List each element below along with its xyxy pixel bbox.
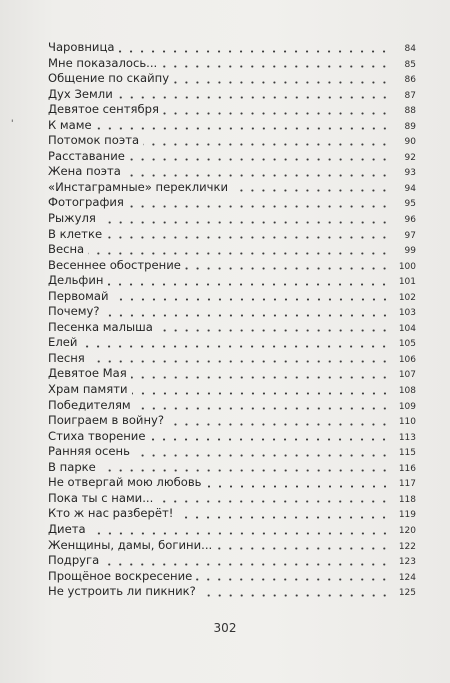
toc-entry	[48, 506, 416, 522]
toc-entry-page-number: 88	[404, 106, 416, 117]
toc-entry-page-number: 105	[398, 339, 416, 350]
toc-entry-page-number: 90	[404, 137, 416, 148]
dot-leader	[89, 360, 390, 363]
dot-leader	[134, 454, 390, 457]
toc-entry	[48, 273, 416, 289]
dot-leader	[90, 532, 390, 535]
toc-entry	[48, 413, 416, 429]
toc-entry	[48, 133, 416, 149]
toc-entry	[48, 366, 416, 382]
toc-entry-title: Жена поэта	[48, 164, 121, 179]
toc-entry-page-number: 122	[398, 541, 416, 552]
toc-entry	[48, 584, 416, 600]
toc-entry	[48, 398, 416, 414]
dot-leader	[106, 236, 390, 239]
dot-leader	[161, 65, 390, 68]
toc-entry-page-number: 85	[404, 59, 416, 70]
dot-leader	[118, 50, 390, 53]
toc-entry	[48, 258, 416, 274]
toc-entry	[48, 569, 416, 585]
toc-entry-title: Первомай	[48, 288, 109, 303]
toc-entry-title: Дух Земли	[48, 86, 113, 101]
toc-entry-title: Девятое сентября	[48, 102, 159, 117]
toc-entry-page-number: 124	[398, 572, 416, 583]
toc-entry	[48, 460, 416, 476]
toc-entry-title: Ранняя осень	[48, 444, 130, 459]
toc-entry	[48, 429, 416, 445]
dot-leader	[177, 516, 390, 519]
dot-leader	[81, 345, 390, 348]
page-number: 302	[213, 621, 237, 635]
toc-entry	[48, 195, 416, 211]
toc-entry-page-number: 107	[398, 370, 416, 381]
toc-entry-title: Девятое Мая	[48, 366, 127, 381]
toc-entry-title: Общение по скайпу	[48, 71, 170, 86]
dot-leader	[96, 127, 390, 130]
toc-entry-page-number: 115	[398, 448, 416, 459]
toc-entry-title: Прощёное воскресение	[48, 568, 193, 583]
dot-leader	[196, 578, 390, 581]
dot-leader	[232, 189, 390, 192]
toc-entry	[48, 522, 416, 538]
toc-entry-title: Храм памяти	[48, 382, 128, 397]
toc-entry-page-number: 86	[404, 75, 416, 86]
toc-entry-title: Рыжуля	[48, 211, 96, 226]
toc-entry	[48, 118, 416, 134]
toc-entry	[48, 553, 416, 569]
toc-entry-title: Не устроить ли пикник?	[48, 584, 196, 599]
toc-entry-page-number: 123	[398, 557, 416, 568]
dot-leader	[104, 314, 390, 317]
dot-leader	[185, 267, 390, 270]
toc-entry-page-number: 103	[398, 308, 416, 319]
toc-entry-title: Поиграем в войну?	[48, 413, 165, 428]
dot-leader	[149, 438, 390, 441]
toc-entry-title: В клетке	[48, 226, 103, 241]
dot-leader	[132, 392, 390, 395]
toc-entry-title: Женщины, дамы, богини...	[48, 537, 213, 552]
dot-leader	[173, 81, 390, 84]
toc-entry-page-number: 99	[404, 246, 416, 257]
dot-leader	[129, 158, 390, 161]
dot-leader	[135, 407, 390, 410]
toc-entry	[48, 538, 416, 554]
dot-leader	[157, 329, 390, 332]
toc-entry	[48, 289, 416, 305]
dot-leader	[168, 423, 390, 426]
toc-entry-page-number: 93	[404, 168, 416, 179]
toc-entry-page-number: 89	[404, 121, 416, 132]
toc-entry	[48, 475, 416, 491]
toc-entry	[48, 180, 416, 196]
toc-entry	[48, 211, 416, 227]
margin-mark: '	[11, 119, 14, 129]
dot-leader	[113, 298, 390, 301]
toc-entry-page-number: 109	[398, 401, 416, 412]
toc-entry	[48, 320, 416, 336]
toc-entry-title: Фотография	[48, 195, 124, 210]
toc-entry-page-number: 117	[398, 479, 416, 490]
toc-entry-title: Победителям	[48, 397, 131, 412]
toc-entry-page-number: 106	[398, 354, 416, 365]
toc-entry-title: Мне показалось...	[48, 55, 158, 70]
toc-entry	[48, 227, 416, 243]
dot-leader	[117, 96, 390, 99]
toc-entry-page-number: 104	[398, 323, 416, 334]
toc-entry	[48, 149, 416, 165]
toc-entry	[48, 491, 416, 507]
dot-leader	[107, 283, 390, 286]
toc-entry-page-number: 108	[398, 386, 416, 397]
toc-entry-title: Расставание	[48, 148, 125, 163]
toc-entry	[48, 351, 416, 367]
toc-entry-title: Песня	[48, 350, 85, 365]
toc-entry-title: В парке	[48, 459, 96, 474]
toc-entry-page-number: 110	[398, 417, 416, 428]
toc-entry-page-number: 87	[404, 90, 416, 101]
toc-entry	[48, 335, 416, 351]
toc-entry	[48, 87, 416, 103]
toc-entry-page-number: 84	[404, 44, 416, 54]
dot-leader	[100, 221, 390, 224]
toc-entry-title: Весеннее обострение	[48, 257, 181, 272]
toc-entry-page-number: 97	[404, 230, 416, 241]
toc-entry-page-number: 102	[398, 292, 416, 303]
toc-entry	[48, 304, 416, 320]
toc-entry	[48, 444, 416, 460]
dot-leader	[131, 376, 390, 379]
toc-entry	[48, 102, 416, 118]
toc-entry-page-number: 116	[398, 463, 416, 474]
dot-leader	[157, 500, 390, 503]
toc-entry	[48, 164, 416, 180]
toc-entry-title: Не отвергай мою любовь	[48, 475, 202, 490]
toc-entry-page-number: 125	[398, 588, 416, 599]
dot-leader	[88, 252, 390, 255]
toc-entry-page-number: 100	[398, 261, 416, 272]
toc-entry	[48, 71, 416, 87]
toc-entry-title: Диета	[48, 521, 86, 536]
toc-entry-page-number: 96	[404, 215, 416, 226]
toc-entry	[48, 56, 416, 72]
toc-entry-title: Песенка малыша	[48, 319, 153, 334]
toc-entry-title: Подруга	[48, 553, 100, 568]
toc-entry-title: К маме	[48, 117, 92, 132]
dot-leader	[216, 547, 390, 550]
toc-entry-title: Почему?	[48, 304, 100, 319]
toc-entry	[48, 40, 416, 56]
toc-entry-title: Стиха творение	[48, 428, 146, 443]
toc-entry-page-number: 113	[398, 432, 416, 443]
dot-leader	[163, 112, 390, 115]
dot-leader	[103, 563, 390, 566]
toc-entry-title: Весна	[48, 242, 85, 257]
table-of-contents	[48, 40, 416, 600]
dot-leader	[125, 174, 390, 177]
toc-entry-title: Кто ж нас разберёт!	[48, 506, 174, 521]
toc-entry-page-number: 120	[398, 525, 416, 536]
toc-entry-title: «Инстаграмные» переклички	[48, 179, 229, 194]
dot-leader	[128, 205, 390, 208]
toc-entry-title: Елей	[48, 335, 78, 350]
dot-leader	[200, 594, 390, 597]
toc-entry	[48, 242, 416, 258]
toc-entry-title: Пока ты с нами...	[48, 490, 154, 505]
dot-leader	[100, 469, 390, 472]
dot-leader	[206, 485, 391, 488]
toc-entry-page-number: 119	[398, 510, 416, 521]
toc-entry	[48, 382, 416, 398]
toc-entry-page-number: 101	[398, 277, 416, 288]
dot-leader	[143, 143, 390, 146]
toc-entry-title: Чаровница	[48, 40, 115, 54]
toc-entry-page-number: 92	[404, 152, 416, 163]
toc-entry-title: Дельфин	[48, 273, 104, 288]
toc-entry-page-number: 94	[404, 183, 416, 194]
toc-entry-page-number: 95	[404, 199, 416, 210]
toc-entry-title: Потомок поэта	[48, 133, 140, 148]
toc-entry-page-number: 118	[398, 494, 416, 505]
